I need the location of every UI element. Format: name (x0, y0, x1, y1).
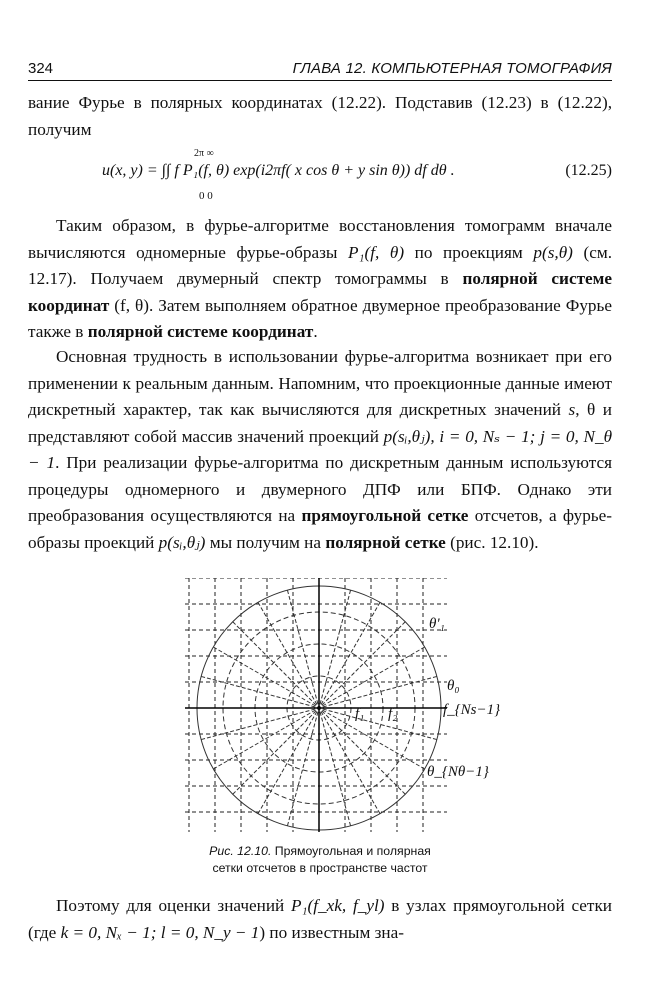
page-header (28, 58, 612, 81)
p1-text-b: по проекциям (404, 242, 534, 262)
p3-math-a: P₁(f_xk, f_yl) (291, 896, 385, 915)
p3-math-b: k = 0, Nₓ − 1; (60, 922, 157, 942)
integral-upper-limits: 2π ∞ (194, 148, 214, 159)
grid-diagram (185, 578, 447, 832)
p2-math-e: p(sᵢ,θⱼ) (158, 532, 206, 552)
intro-paragraph (28, 90, 612, 143)
equation-12-25 (28, 148, 612, 202)
p1-text-d: (f, θ). Затем выполняем обратное двумерное преобразование Фурье также в (28, 295, 612, 341)
p2-math-b: p(sᵢ,θⱼ), (383, 426, 435, 446)
label-theta1: θ'₁ (429, 616, 445, 632)
label-f2: f₂ (388, 706, 398, 722)
p2-bold-b: полярной сетке (325, 532, 446, 552)
caption-lead: Рис. 12.10. (209, 844, 272, 858)
integral-lower-limits: 0 0 (199, 190, 213, 202)
p2-text-e: мы получим на (205, 532, 326, 552)
chapter-title: ГЛАВА 12. КОМПЬЮТЕРНАЯ ТОМОГРАФИЯ (292, 60, 612, 77)
paragraph-3 (28, 893, 612, 946)
intro-text: вание Фурье в полярных координатах (12.22). Подставив (12.23) в (12.22), получим (28, 93, 612, 139)
figure-caption (28, 843, 612, 877)
p1-text-e: . (313, 322, 318, 341)
polar-rectangular-grid-figure (185, 578, 501, 832)
label-thetaN: θ_{Nθ−1} (427, 764, 489, 780)
page-number: 324 (28, 60, 54, 77)
p2-text-f: (рис. 12.10). (445, 532, 539, 552)
caption-line1: Прямоугольная и полярная (271, 844, 431, 858)
p2-math-d: j = 0, N_θ − 1 (28, 426, 613, 472)
p2-text-d: отсчетов, а фурье-образы проекций (28, 506, 612, 552)
p2-text-b: , θ и представляют собой массив значений проекций (28, 400, 612, 446)
p3-math-c: l = 0, N_y − 1 (160, 922, 260, 942)
p1-math-a: P₁(f, θ) (348, 242, 405, 262)
p1-math-b: p(s,θ) (533, 242, 573, 262)
p3-text-c: ) по известным зна- (259, 922, 404, 942)
caption-line2: сетки отсчетов в пространстве частот (212, 861, 428, 875)
p2-math-a: s (568, 400, 576, 419)
p1-bold-a: полярной системе координат (28, 269, 612, 315)
equation-number: (12.25) (565, 162, 612, 179)
p3-text-b: в узлах прямоугольной сетки (где (28, 896, 612, 942)
p3-text-a: Поэтому для оценки значений (56, 896, 292, 915)
p1-text-c: (см. 12.17). Получаем двумерный спектр томограммы в (28, 242, 612, 288)
p2-text-a: Основная трудность в использовании фурье-алгоритма возникает при его применении к реальным данным. Напомним, что проекционные данные имеют дискретный характер, так как вычисляются для дискретных значений (28, 347, 612, 419)
label-fNs: f_{Ns−1} (443, 702, 501, 718)
paragraph-1 (28, 213, 612, 346)
equation-expression: u(x, y) = ∫∫ f P₁(f, θ) exp(i2πf( x cos θ + y sin θ)) df dθ . (102, 162, 455, 179)
paragraph-2 (28, 344, 612, 556)
p1-text-a: Таким образом, в фурье-алгоритме восстановления томограмм вначале вычисляются одномерные фурье-образы (28, 216, 612, 262)
p2-bold-a: прямоугольной сетке (301, 506, 469, 525)
p2-math-c: i = 0, Nₛ − 1; (439, 426, 536, 446)
p2-text-c: . При реализации фурье-алгоритма по дискретным данным используются процедуры одномерного и двумерного ДПФ или БПФ. Однако эти преобразования осуществляются на (28, 453, 612, 525)
label-theta0: θ₀ (447, 678, 460, 694)
p1-bold-b: полярной системе координат (87, 322, 314, 341)
label-f1: f₁ (355, 706, 365, 722)
